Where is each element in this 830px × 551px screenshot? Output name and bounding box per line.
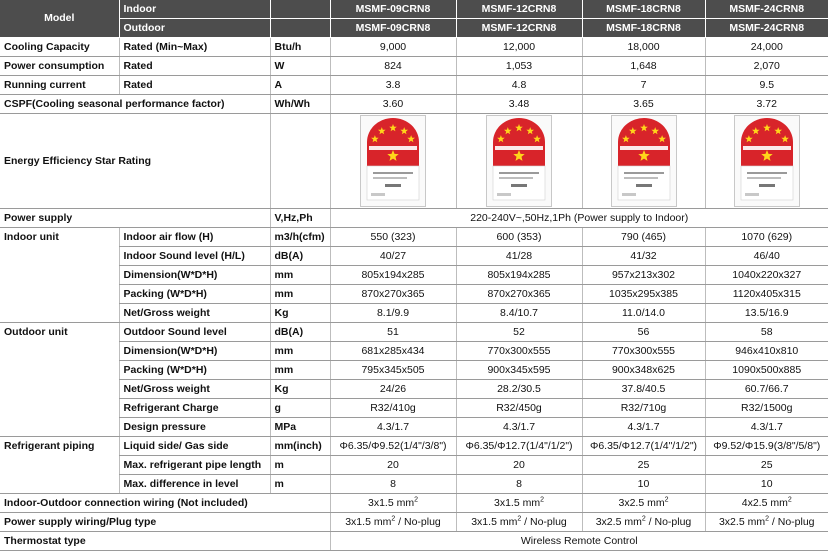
row-unit: mm — [270, 342, 330, 361]
value-cell: 8.4/10.7 — [456, 304, 582, 323]
value-cell: 10 — [582, 475, 705, 494]
value-cell: 3.48 — [456, 95, 582, 114]
value-cell: 7 — [582, 76, 705, 95]
outdoor-unit-row — [0, 361, 828, 380]
value-cell: 1,648 — [582, 57, 705, 76]
value-cell: 1090x500x885 — [705, 361, 828, 380]
value-cell: 8.1/9.9 — [330, 304, 456, 323]
value-cell: 900x348x625 — [582, 361, 705, 380]
value-cell: 56 — [582, 323, 705, 342]
outdoor-unit-row — [0, 399, 828, 418]
value-cell: 20 — [456, 456, 582, 475]
value-cell: 795x345x505 — [330, 361, 456, 380]
value-cell: R32/410g — [330, 399, 456, 418]
row-unit: dB(A) — [270, 247, 330, 266]
value-cell — [705, 494, 828, 513]
value-text: 3x2.5 mm — [618, 496, 665, 509]
value-text: 3x1.5 mm — [493, 496, 541, 509]
row-sublabel: Outdoor Sound level — [119, 323, 270, 342]
outdoor-unit-row — [0, 418, 828, 437]
row-sublabel: Dimension(W*D*H) — [119, 266, 270, 285]
value-cell: 8 — [330, 475, 456, 494]
value-cell: Φ6.35/Φ12.7(1/4"/1/2") — [456, 437, 582, 456]
cspf-row — [0, 95, 828, 114]
indoor-unit-row — [0, 266, 828, 285]
group-spacer — [0, 475, 119, 494]
plug-type-row — [0, 513, 828, 532]
value-cell — [582, 513, 705, 532]
value-cell: 900x345x595 — [456, 361, 582, 380]
row-unit: m3/h(cfm) — [270, 228, 330, 247]
energy-label-graphic — [361, 116, 425, 206]
outdoor-model: MSMF-12CRN8 — [456, 19, 582, 38]
value-cell: 824 — [330, 57, 456, 76]
group-spacer — [0, 247, 119, 266]
outdoor-unit-row — [0, 342, 828, 361]
value-cell: 41/32 — [582, 247, 705, 266]
value-cell — [705, 513, 828, 532]
value-cell: 11.0/14.0 — [582, 304, 705, 323]
group-spacer — [0, 456, 119, 475]
row-label: Running current — [0, 76, 119, 95]
superscript: 2 — [414, 496, 418, 503]
value-cell: 25 — [582, 456, 705, 475]
energy-label-graphic — [612, 116, 676, 206]
value-cell: 51 — [330, 323, 456, 342]
row-sublabel: Packing (W*D*H) — [119, 361, 270, 380]
outdoor-unit-row — [0, 323, 828, 342]
value-cell: 550 (323) — [330, 228, 456, 247]
value-cell: 790 (465) — [582, 228, 705, 247]
value-suffix: / No-plug — [395, 515, 441, 528]
value-cell: 24/26 — [330, 380, 456, 399]
value-cell: Φ9.52/Φ15.9(3/8"/5/8") — [705, 437, 828, 456]
value-cell: 870x270x365 — [456, 285, 582, 304]
group-label: Indoor unit — [4, 230, 59, 243]
row-unit: V,Hz,Ph — [270, 209, 330, 228]
row-label: Thermostat type — [0, 532, 330, 551]
value-text: 4x2.5 mm — [741, 496, 788, 509]
row-unit: MPa — [270, 418, 330, 437]
value-cell: 25 — [705, 456, 828, 475]
value-cell: 805x194x285 — [330, 266, 456, 285]
indoor-model: MSMF-24CRN8 — [705, 0, 828, 19]
row-label: Power consumption — [0, 57, 119, 76]
value-cell: 770x300x555 — [582, 342, 705, 361]
energy-label-graphic — [487, 116, 551, 206]
value-cell: 8 — [456, 475, 582, 494]
value-cell: 10 — [705, 475, 828, 494]
value-cell: 52 — [456, 323, 582, 342]
value-cell: 805x194x285 — [456, 266, 582, 285]
group-spacer — [0, 361, 119, 380]
row-unit: m — [270, 475, 330, 494]
row-label: Indoor-Outdoor connection wiring (Not included) — [0, 494, 330, 513]
indoor-unit-row — [0, 228, 828, 247]
row-label: Cooling Capacity — [0, 38, 119, 57]
power-consumption-row — [0, 57, 828, 76]
group-spacer — [0, 418, 119, 437]
value-cell: 20 — [330, 456, 456, 475]
energy-label-icon — [611, 115, 677, 207]
value-cell: 13.5/16.9 — [705, 304, 828, 323]
value-cell: 220-240V~,50Hz,1Ph (Power supply to Indoor) — [330, 209, 828, 228]
value-text: 3x1.5 mm — [367, 496, 415, 509]
model-label: Model — [0, 0, 119, 38]
superscript: 2 — [540, 496, 544, 503]
value-cell: 28.2/30.5 — [456, 380, 582, 399]
value-cell: 3.72 — [705, 95, 828, 114]
value-cell — [582, 494, 705, 513]
value-cell — [456, 494, 582, 513]
value-cell: 4.3/1.7 — [582, 418, 705, 437]
indoor-unit-row — [0, 304, 828, 323]
row-sublabel: Liquid side/ Gas side — [119, 437, 270, 456]
running-current-row — [0, 76, 828, 95]
value-cell: 3.60 — [330, 95, 456, 114]
row-unit: mm — [270, 285, 330, 304]
group-label: Outdoor unit — [4, 325, 68, 338]
group-label: Refrigerant piping — [4, 439, 95, 452]
value-cell: 4.3/1.7 — [330, 418, 456, 437]
connection-wiring-row — [0, 494, 828, 513]
row-unit: Wh/Wh — [270, 95, 330, 114]
row-label: Power supply wiring/Plug type — [0, 513, 330, 532]
refrigerant-piping-row — [0, 456, 828, 475]
row-unit: m — [270, 456, 330, 475]
row-unit: mm — [270, 361, 330, 380]
value-cell: 1070 (629) — [705, 228, 828, 247]
row-label: CSPF(Cooling seasonal performance factor) — [0, 95, 270, 114]
row-unit: Kg — [270, 380, 330, 399]
value-cell: 957x213x302 — [582, 266, 705, 285]
value-cell: 40/27 — [330, 247, 456, 266]
value-cell — [330, 494, 456, 513]
indoor-unit-row — [0, 285, 828, 304]
row-unit: dB(A) — [270, 323, 330, 342]
energy-rating-row — [0, 114, 828, 209]
value-cell: 870x270x365 — [330, 285, 456, 304]
group-spacer — [0, 304, 119, 323]
indoor-label: Indoor — [119, 0, 270, 19]
refrigerant-piping-row — [0, 437, 828, 456]
value-text: 3x1.5 mm — [345, 515, 392, 528]
value-cell: R32/710g — [582, 399, 705, 418]
row-label: Energy Efficiency Star Rating — [0, 114, 270, 209]
group-spacer — [0, 342, 119, 361]
value-cell: 3.65 — [582, 95, 705, 114]
energy-label-graphic — [735, 116, 799, 206]
indoor-unit-row — [0, 247, 828, 266]
row-sublabel: Rated (Min~Max) — [119, 38, 270, 57]
thermostat-row — [0, 532, 828, 551]
superscript: 2 — [765, 515, 769, 522]
energy-label-cell — [456, 114, 582, 209]
row-unit: g — [270, 399, 330, 418]
group-spacer — [0, 399, 119, 418]
value-cell: 12,000 — [456, 38, 582, 57]
value-cell: Wireless Remote Control — [330, 532, 828, 551]
row-sublabel: Rated — [119, 57, 270, 76]
row-sublabel: Max. difference in level — [119, 475, 270, 494]
superscript: 2 — [787, 496, 792, 503]
value-cell — [330, 513, 456, 532]
row-sublabel: Indoor Sound level (H/L) — [119, 247, 270, 266]
value-cell: 946x410x810 — [705, 342, 828, 361]
energy-label-cell — [330, 114, 456, 209]
row-sublabel: Net/Gross weight — [119, 380, 270, 399]
value-cell: 9.5 — [705, 76, 828, 95]
refrigerant-piping-row — [0, 475, 828, 494]
energy-label-icon — [486, 115, 552, 207]
value-text: 3x1.5 mm — [471, 515, 518, 528]
value-text: 3x2.5 mm — [718, 515, 766, 528]
value-cell: 41/28 — [456, 247, 582, 266]
superscript: 2 — [517, 515, 522, 522]
value-cell: 46/40 — [705, 247, 828, 266]
row-sublabel: Refrigerant Charge — [119, 399, 270, 418]
cooling-capacity-row — [0, 38, 828, 57]
row-unit: mm(inch) — [270, 437, 330, 456]
value-cell: 1120x405x315 — [705, 285, 828, 304]
row-sublabel: Packing (W*D*H) — [119, 285, 270, 304]
group-spacer — [0, 380, 119, 399]
row-unit: W — [270, 57, 330, 76]
value-cell: 1035x295x385 — [582, 285, 705, 304]
value-cell: 18,000 — [582, 38, 705, 57]
outdoor-model: MSMF-18CRN8 — [582, 19, 705, 38]
group-spacer — [0, 266, 119, 285]
value-cell: 600 (353) — [456, 228, 582, 247]
value-cell: 1,053 — [456, 57, 582, 76]
energy-label-cell — [705, 114, 828, 209]
value-cell: Φ6.35/Φ9.52(1/4"/3/8") — [330, 437, 456, 456]
row-sublabel: Rated — [119, 76, 270, 95]
value-cell: 4.8 — [456, 76, 582, 95]
value-cell: 60.7/66.7 — [705, 380, 828, 399]
energy-label-icon — [360, 115, 426, 207]
row-sublabel: Indoor air flow (H) — [119, 228, 270, 247]
value-cell: 770x300x555 — [456, 342, 582, 361]
row-unit: Kg — [270, 304, 330, 323]
outdoor-label: Outdoor — [119, 19, 270, 38]
value-suffix: / No-plug — [645, 515, 692, 528]
superscript: 2 — [391, 515, 396, 522]
value-cell — [456, 513, 582, 532]
row-sublabel: Net/Gross weight — [119, 304, 270, 323]
superscript: 2 — [664, 496, 669, 503]
value-cell: R32/450g — [456, 399, 582, 418]
value-cell: 9,000 — [330, 38, 456, 57]
indoor-model: MSMF-18CRN8 — [582, 0, 705, 19]
power-supply-row — [0, 209, 828, 228]
row-sublabel: Design pressure — [119, 418, 270, 437]
outdoor-model: MSMF-09CRN8 — [330, 19, 456, 38]
value-suffix: / No-plug — [521, 515, 567, 528]
value-cell: 4.3/1.7 — [705, 418, 828, 437]
value-cell: 2,070 — [705, 57, 828, 76]
header-indoor-row — [0, 0, 828, 19]
group-spacer — [0, 285, 119, 304]
row-unit: mm — [270, 266, 330, 285]
row-sublabel: Dimension(W*D*H) — [119, 342, 270, 361]
value-suffix: / No-plug — [768, 515, 815, 528]
value-cell: 4.3/1.7 — [456, 418, 582, 437]
value-cell: 58 — [705, 323, 828, 342]
row-unit: Btu/h — [270, 38, 330, 57]
row-sublabel: Max. refrigerant pipe length — [119, 456, 270, 475]
value-text: 3x2.5 mm — [595, 515, 642, 528]
outdoor-unit-row — [0, 380, 828, 399]
energy-label-icon — [734, 115, 800, 207]
value-cell: 37.8/40.5 — [582, 380, 705, 399]
energy-label-cell — [582, 114, 705, 209]
value-cell: 1040x220x327 — [705, 266, 828, 285]
superscript: 2 — [641, 515, 646, 522]
header-outdoor-row — [0, 19, 828, 38]
outdoor-model: MSMF-24CRN8 — [705, 19, 828, 38]
value-cell: R32/1500g — [705, 399, 828, 418]
indoor-model: MSMF-09CRN8 — [330, 0, 456, 19]
value-cell: 3.8 — [330, 76, 456, 95]
row-unit: A — [270, 76, 330, 95]
value-cell: 681x285x434 — [330, 342, 456, 361]
value-cell: Φ6.35/Φ12.7(1/4"/1/2") — [582, 437, 705, 456]
value-cell: 24,000 — [705, 38, 828, 57]
row-label: Power supply — [0, 209, 270, 228]
indoor-model: MSMF-12CRN8 — [456, 0, 582, 19]
